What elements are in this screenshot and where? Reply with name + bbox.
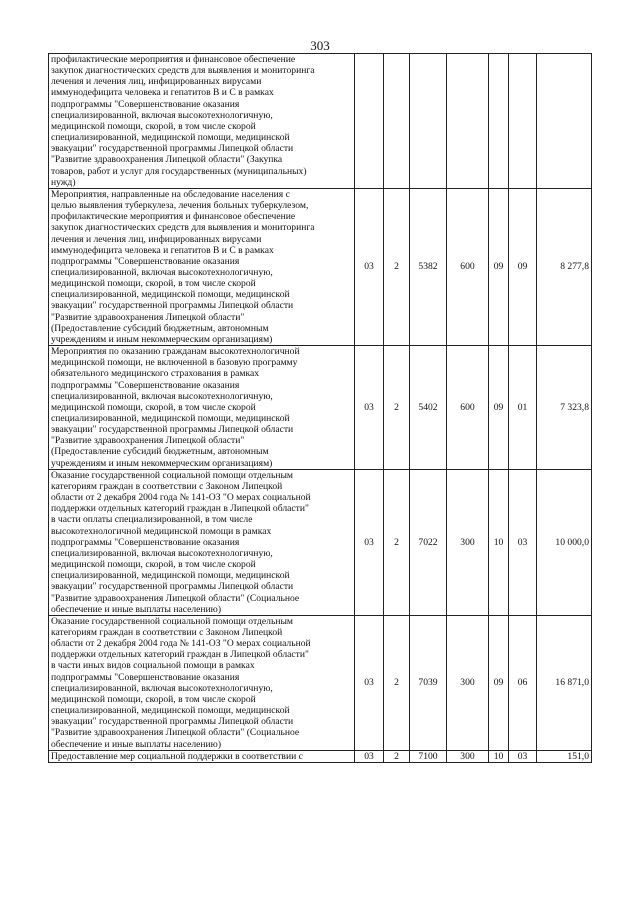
program-code [355,54,384,189]
subprogram-code: 2 [384,346,410,470]
row-description: Оказание государственной социальной помощи отдельным категориям граждан в соответствии с Законом Липецкой области от 2 декабря 2004 года № 141-ОЗ "О мерах социальной поддержки отдельных категорий граждан в Липецкой области" в части иных видов социальной помощи в рамках подпрограммы "Совершенствование оказания специализированной, включая высокотехнологичную, медицинской помощи, скорой, в том числе скорой специализированной, медицинской помощи, медицинской эвакуации" государственной программы Липецкой области "Развитие здравоохранения Липецкой области" (Социальное обеспечение и иные выплаты населению) [49,615,355,750]
amount: 151,0 [537,750,592,762]
row-description: Предоставление мер социальной поддержки в соответствии с [49,750,355,762]
expense-type-code [447,54,489,189]
section-code: 09 [489,615,509,750]
program-code: 03 [355,346,384,470]
direction-code: 5382 [410,188,447,345]
section-code: 09 [489,188,509,345]
subsection-code: 06 [509,615,537,750]
row-description: профилактические мероприятия и финансовое обеспечение закупок диагностических средств для выявления и мониторинга лечения и лечения лиц, инфицированных вирусами иммунодефицита человека и гепатитов В и С в рамках подпрограммы "Совершенствование оказания специализированной, включая высокотехнологичную, медицинской помощи, скорой, в том числе скорой специализированной, медицинской помощи, медицинской эвакуации" государственной программы Липецкой области "Развитие здравоохранения Липецкой области" (Закупка товаров, работ и услуг для государственных (муниципальных) нужд) [49,54,355,189]
subsection-code: 09 [509,188,537,345]
subprogram-code: 2 [384,750,410,762]
section-code: 10 [489,750,509,762]
expense-type-code: 300 [447,615,489,750]
amount [537,54,592,189]
section-code: 10 [489,469,509,615]
section-code [489,54,509,189]
table-row [49,750,592,762]
table-row [49,469,592,615]
budget-table [48,53,592,763]
direction-code: 7100 [410,750,447,762]
expense-type-code: 600 [447,188,489,345]
subsection-code: 01 [509,346,537,470]
section-code: 09 [489,346,509,470]
subprogram-code [384,54,410,189]
expense-type-code: 600 [447,346,489,470]
expense-type-code: 300 [447,469,489,615]
page-number: 303 [310,38,330,53]
program-code: 03 [355,188,384,345]
table-row [49,346,592,470]
program-code: 03 [355,615,384,750]
direction-code [410,54,447,189]
amount: 16 871,0 [537,615,592,750]
subprogram-code: 2 [384,469,410,615]
expense-type-code: 300 [447,750,489,762]
table-row [49,188,592,345]
subprogram-code: 2 [384,615,410,750]
program-code: 03 [355,750,384,762]
direction-code: 7039 [410,615,447,750]
direction-code: 5402 [410,346,447,470]
subsection-code: 03 [509,469,537,615]
row-description: Мероприятия по оказанию гражданам высокотехнологичной медицинской помощи, не включенной в базовую программу обязательного медицинского страхования в рамках подпрограммы "Совершенствование оказания специализированной, включая высокотехнологичную, медицинской помощи, скорой, в том числе скорой специализированной, медицинской помощи, медицинской эвакуации" государственной программы Липецкой области "Развитие здравоохранения Липецкой области" (Предоставление субсидий бюджетным, автономным учреждениям и иным некоммерческим организациям) [49,346,355,470]
subsection-code [509,54,537,189]
row-description: Мероприятия, направленные на обследование населения с целью выявления туберкулеза, лечения больных туберкулезом, профилактические мероприятия и финансовое обеспечение закупок диагностических средств для выявления и мониторинга лечения и лечения лиц, инфицированных вирусами иммунодефицита человека и гепатитов В и С в рамках подпрограммы "Совершенствование оказания специализированной, включая высокотехнологичную, медицинской помощи, скорой, в том числе скорой специализированной, медицинской помощи, медицинской эвакуации" государственной программы Липецкой области "Развитие здравоохранения Липецкой области" (Предоставление субсидий бюджетным, автономным учреждениям и иным некоммерческим организациям) [49,188,355,345]
direction-code: 7022 [410,469,447,615]
table-row [49,615,592,750]
amount: 10 000,0 [537,469,592,615]
table-row [49,54,592,189]
row-description: Оказание государственной социальной помощи отдельным категориям граждан в соответствии с Законом Липецкой области от 2 декабря 2004 года № 141-ОЗ "О мерах социальной поддержки отдельных категорий граждан в Липецкой области" в части оплаты специализированной, в том числе высокотехнологичной медицинской помощи в рамках подпрограммы "Совершенствование оказания специализированной, включая высокотехнологичную, медицинской помощи, скорой, в том числе скорой специализированной, медицинской помощи, медицинской эвакуации" государственной программы Липецкой области "Развитие здравоохранения Липецкой области" (Социальное обеспечение и иные выплаты населению) [49,469,355,615]
program-code: 03 [355,469,384,615]
subprogram-code: 2 [384,188,410,345]
subsection-code: 03 [509,750,537,762]
amount: 8 277,8 [537,188,592,345]
amount: 7 323,8 [537,346,592,470]
